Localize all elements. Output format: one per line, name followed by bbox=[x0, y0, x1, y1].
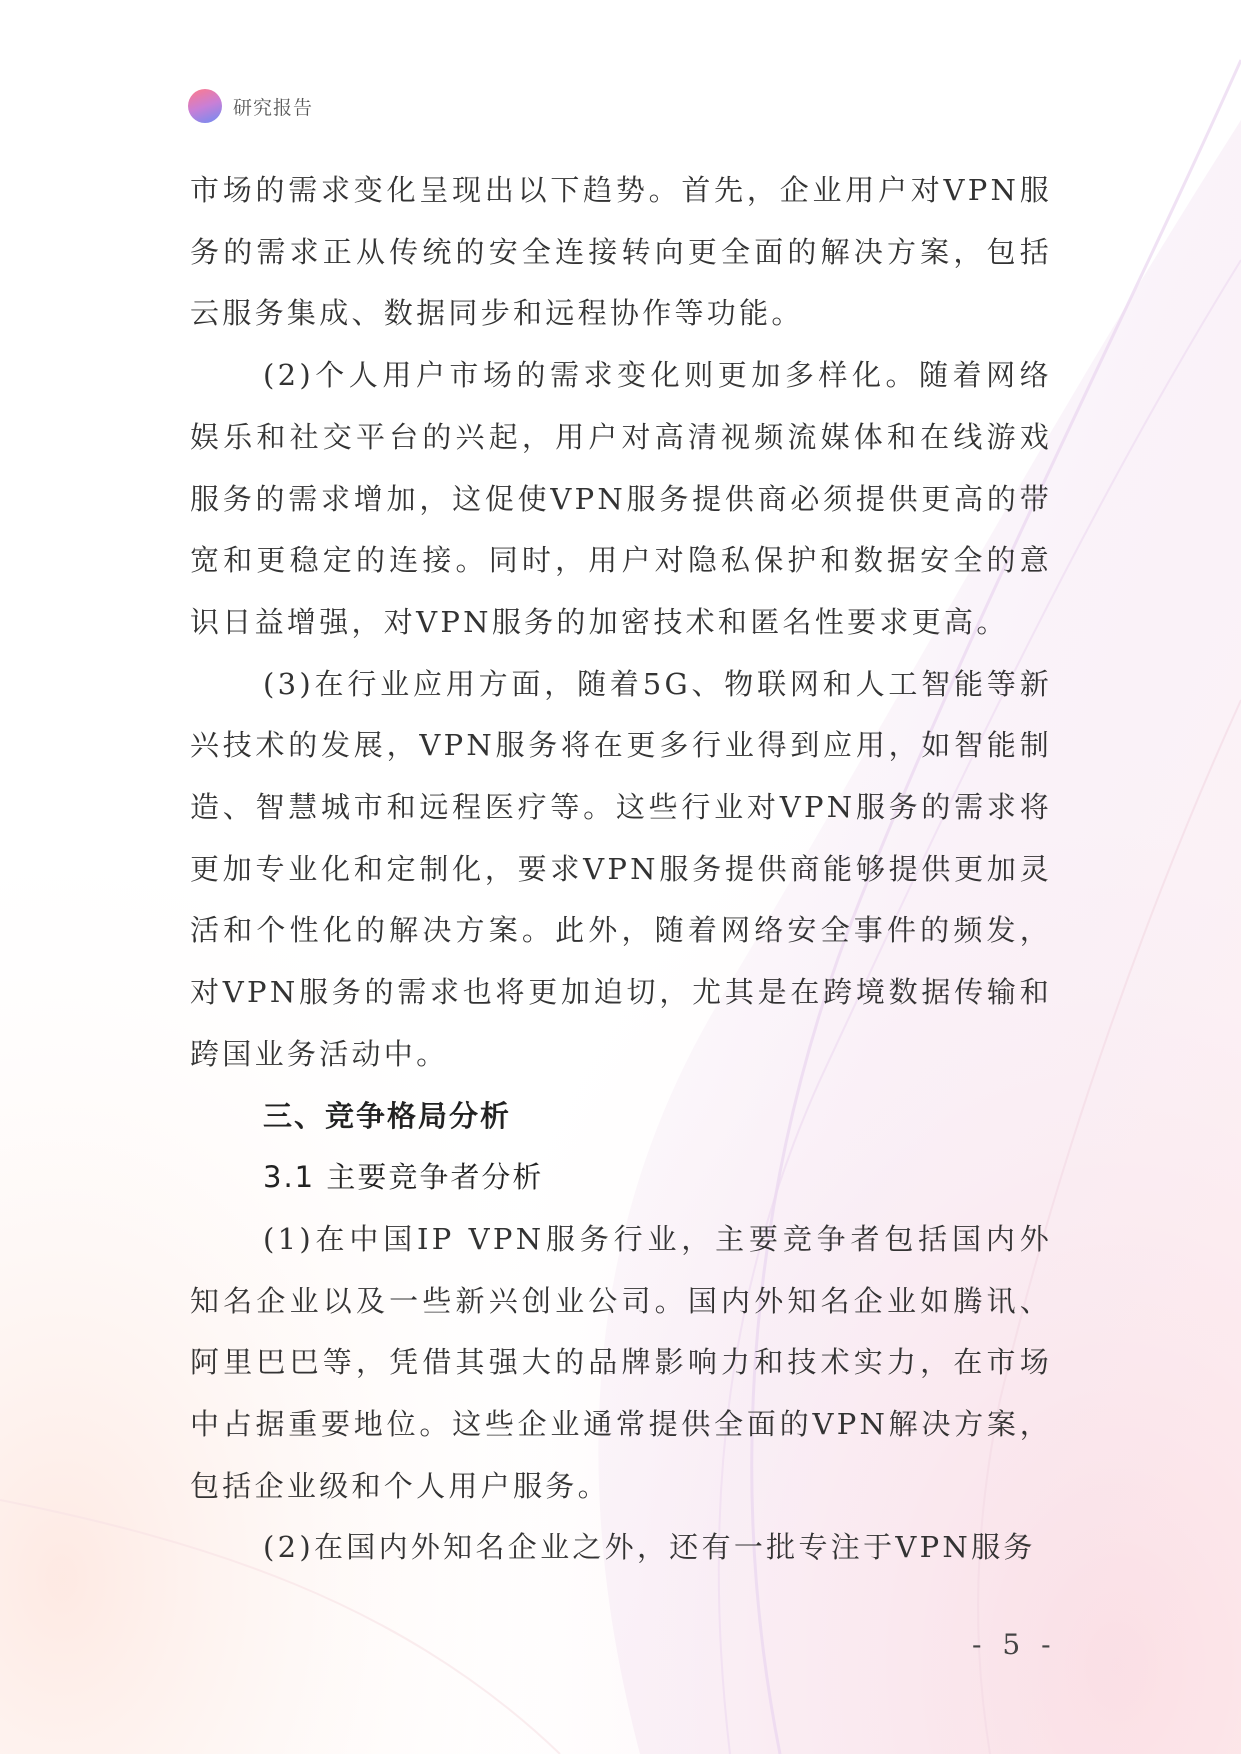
header-title: 研究报告 bbox=[233, 96, 314, 119]
section-heading-competition: 三、竞争格局分析 bbox=[263, 1098, 512, 1133]
report-header bbox=[188, 89, 313, 123]
paragraph-main-competitors: (1)在中国IP VPN服务行业，主要竞争者包括国内外知名企业以及一些新兴创业公司。国内外知名企业如腾讯、阿里巴巴等，凭借其强大的品牌影响力和技术实力，在市场中占据重要地位。这些企业通常提供全面的VPN解决方案，包括企业级和个人用户服务。 bbox=[190, 1221, 1052, 1503]
report-logo-icon bbox=[188, 89, 222, 123]
subsection-heading-competitors: 3.1 主要竞争者分析 bbox=[263, 1160, 544, 1195]
page-number: - 5 - bbox=[972, 1628, 1057, 1661]
paragraph-industry-applications: (3)在行业应用方面，随着5G、物联网和人工智能等新兴技术的发展，VPN服务将在更多行业得到应用，如智能制造、智慧城市和远程医疗等。这些行业对VPN服务的需求将更加专业化和定制化，要求VPN服务提供商能够提供更加灵活和个性化的解决方案。此外，随着网络安全事件的频发，对VPN服务的需求也将更加迫切，尤其是在跨境数据传输和跨国业务活动中。 bbox=[190, 666, 1052, 1071]
paragraph-personal-user-demand: (2)个人用户市场的需求变化则更加多样化。随着网络娱乐和社交平台的兴起，用户对高清视频流媒体和在线游戏服务的需求增加，这促使VPN服务提供商必须提供更高的带宽和更稳定的连接。同时，用户对隐私保护和数据安全的意识日益增强，对VPN服务的加密技术和匿名性要求更高。 bbox=[190, 358, 1052, 639]
paragraph-market-demand-trend: 市场的需求变化呈现出以下趋势。首先，企业用户对VPN服务的需求正从传统的安全连接转向更全面的解决方案，包括云服务集成、数据同步和远程协作等功能。 bbox=[190, 173, 1052, 331]
paragraph-specialized-vendors: (2)在国内外知名企业之外，还有一批专注于VPN服务 bbox=[263, 1530, 1036, 1565]
document-body bbox=[190, 160, 1052, 1579]
